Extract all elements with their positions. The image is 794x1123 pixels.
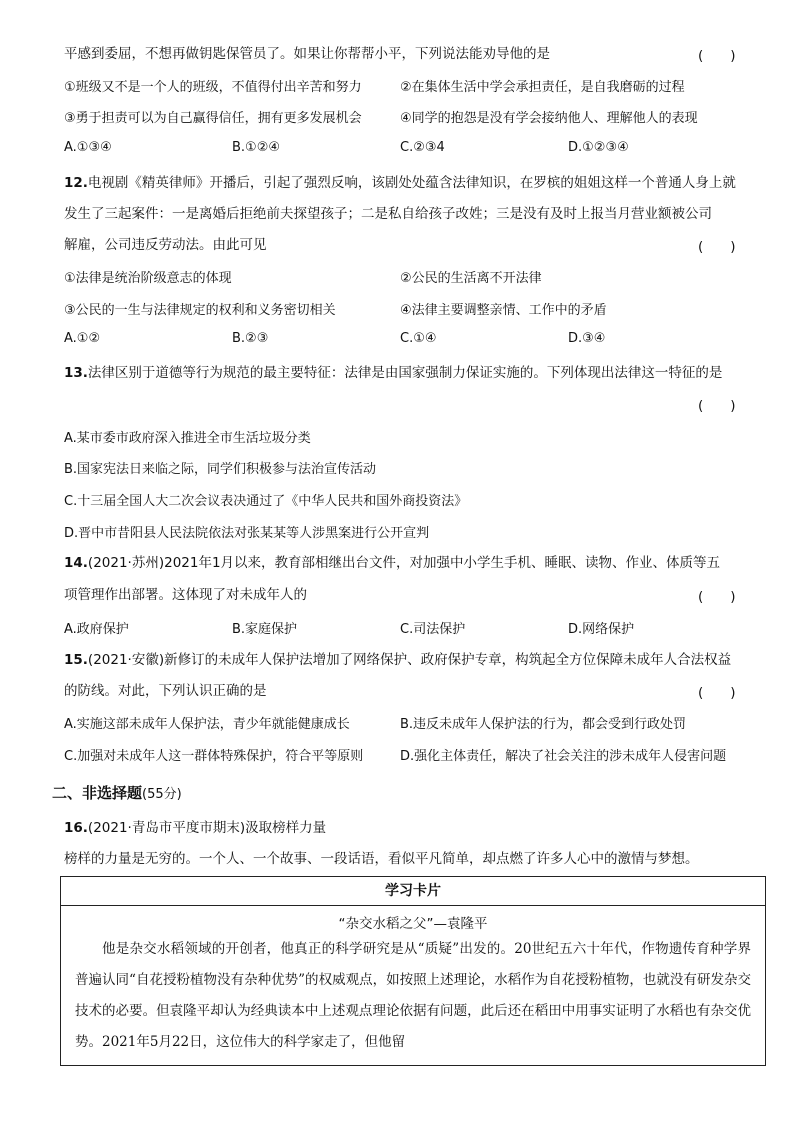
q12-stem-text: 电视剧《精英律师》开播后，引起了强烈反响，该剧处处蕴含法律知识，在罗槟的姐姐这样一个普通人身上就 — [87, 175, 736, 191]
q12-statement-4: ④法律主要调整亲情、工作中的矛盾 — [400, 303, 607, 318]
q15-answer-paren: ( ) — [698, 685, 736, 701]
q12-answer-paren: ( ) — [698, 239, 736, 255]
q16-intro: 榜样的力量是无穷的。一个人、一个故事、一段话语，看似平凡简单，却点燃了许多人心中的激情与梦想。 — [64, 851, 699, 867]
q13-number: 13. — [64, 365, 88, 381]
q11-option-d: D.①②③④ — [568, 140, 629, 155]
q14-option-c: C.司法保护 — [400, 622, 466, 637]
study-card-body: 他是杂交水稻领域的开创者，他真正的科学研究是从“质疑”出发的。20世纪五六十年代，作物遗传育种学界普遍认同“自花授粉植物没有杂种优势”的权威观点，如按照上述理论，水稻作为自花授粉植物，也就没有研发杂交技术的必要。但袁隆平却认为经典读本中上述观点理论依据有问题，此后还在稻田中用事实证明了水稻也有杂交优势。2021年5月22日，这位伟大的科学家走了，但他留 — [75, 941, 751, 1050]
q14-option-a: A.政府保护 — [64, 622, 129, 637]
q11-stem-tail: 平感到委屈，不想再做钥匙保管员了。如果让你帮帮小平，下列说法能劝导他的是 — [64, 46, 550, 62]
q12-option-d: D.③④ — [568, 331, 606, 346]
q11-statement-4: ④同学的抱怨是没有学会接纳他人、理解他人的表现 — [400, 111, 698, 126]
q12-stem-line-1 — [64, 173, 736, 193]
q11-option-a: A.①③④ — [64, 140, 112, 155]
q13-option-b: B.国家宪法日来临之际，同学们积极参与法治宣传活动 — [64, 462, 377, 477]
q12-stem-line-2: 发生了三起案件：一是离婚后拒绝前夫探望孩子；二是私自给孩子改姓；三是没有及时上报当月营业额被公司 — [64, 206, 712, 222]
q13-stem-text: 法律区别于道德等行为规范的最主要特征：法律是由国家强制力保证实施的。下列体现出法律这一特征的是 — [87, 365, 723, 381]
q13-option-c: C.十三届全国人大二次会议表决通过了《中华人民共和国外商投资法》 — [64, 494, 468, 509]
q11-option-c: C.②③4 — [400, 140, 445, 155]
q14-answer-paren: ( ) — [698, 589, 736, 605]
q14-stem-text: (2021·苏州)2021年1月以来，教育部相继出台文件，对加强中小学生手机、睡眠、读物、作业、体质等五 — [87, 555, 721, 571]
q12-statement-1: ①法律是统治阶级意志的体现 — [64, 271, 232, 286]
q12-option-c: C.①④ — [400, 331, 437, 346]
study-card-subtitle: “杂交水稻之父”—袁隆平 — [338, 916, 488, 932]
q15-option-a: A.实施这部未成年人保护法，青少年就能健康成长 — [64, 717, 350, 732]
q15-option-d: D.强化主体责任，解决了社会关注的涉未成年人侵害问题 — [400, 749, 727, 764]
q16-stem-text: (2021·青岛市平度市期末)汲取榜样力量 — [87, 820, 327, 836]
q12-option-b: B.②③ — [232, 331, 269, 346]
q13-stem-line-1 — [64, 363, 722, 383]
q12-stem-line-3: 解雇，公司违反劳动法。由此可见 — [64, 237, 267, 253]
q15-number: 15. — [64, 652, 88, 668]
study-card — [60, 876, 766, 1066]
q11-option-b: B.①②④ — [232, 140, 281, 155]
q16-number: 16. — [64, 820, 88, 836]
q15-option-b: B.违反未成年人保护法的行为，都会受到行政处罚 — [400, 717, 687, 732]
q16-stem-line-1 — [64, 818, 326, 838]
q12-number: 12. — [64, 175, 88, 191]
q12-option-a: A.①② — [64, 331, 101, 346]
q11-statement-2: ②在集体生活中学会承担责任，是自我磨砺的过程 — [400, 80, 685, 95]
q12-statement-2: ②公民的生活离不开法律 — [400, 271, 542, 286]
q11-statement-1: ①班级又不是一个人的班级，不值得付出辛苦和努力 — [64, 80, 362, 95]
q14-stem-line-1 — [64, 553, 720, 573]
q11-answer-paren: ( ) — [698, 48, 736, 64]
q15-stem-line-1 — [64, 650, 731, 670]
section-score: (55分) — [142, 787, 182, 802]
q15-stem-text: (2021·安徽)新修订的未成年人保护法增加了网络保护、政府保护专章，构筑起全方位保障未成年人合法权益 — [87, 652, 732, 668]
q13-option-a: A.某市委市政府深入推进全市生活垃圾分类 — [64, 431, 311, 446]
section-title: 二、非选择题 — [52, 784, 143, 802]
q14-option-d: D.网络保护 — [568, 622, 635, 637]
q15-stem-line-2: 的防线。对此，下列认识正确的是 — [64, 683, 267, 699]
q13-answer-paren: ( ) — [698, 398, 736, 414]
q14-option-b: B.家庭保护 — [232, 622, 298, 637]
study-card-header: 学习卡片 — [61, 877, 765, 906]
q12-statement-3: ③公民的一生与法律规定的权利和义务密切相关 — [64, 303, 336, 318]
q11-statement-3: ③勇于担责可以为自己赢得信任，拥有更多发展机会 — [64, 111, 362, 126]
q14-number: 14. — [64, 555, 88, 571]
q15-option-c: C.加强对未成年人这一群体特殊保护，符合平等原则 — [64, 749, 364, 764]
q13-option-d: D.晋中市昔阳县人民法院依法对张某某等人涉黑案进行公开宣判 — [64, 526, 430, 541]
section-heading — [52, 782, 182, 803]
q14-stem-line-2: 项管理作出部署。这体现了对未成年人的 — [64, 587, 307, 603]
